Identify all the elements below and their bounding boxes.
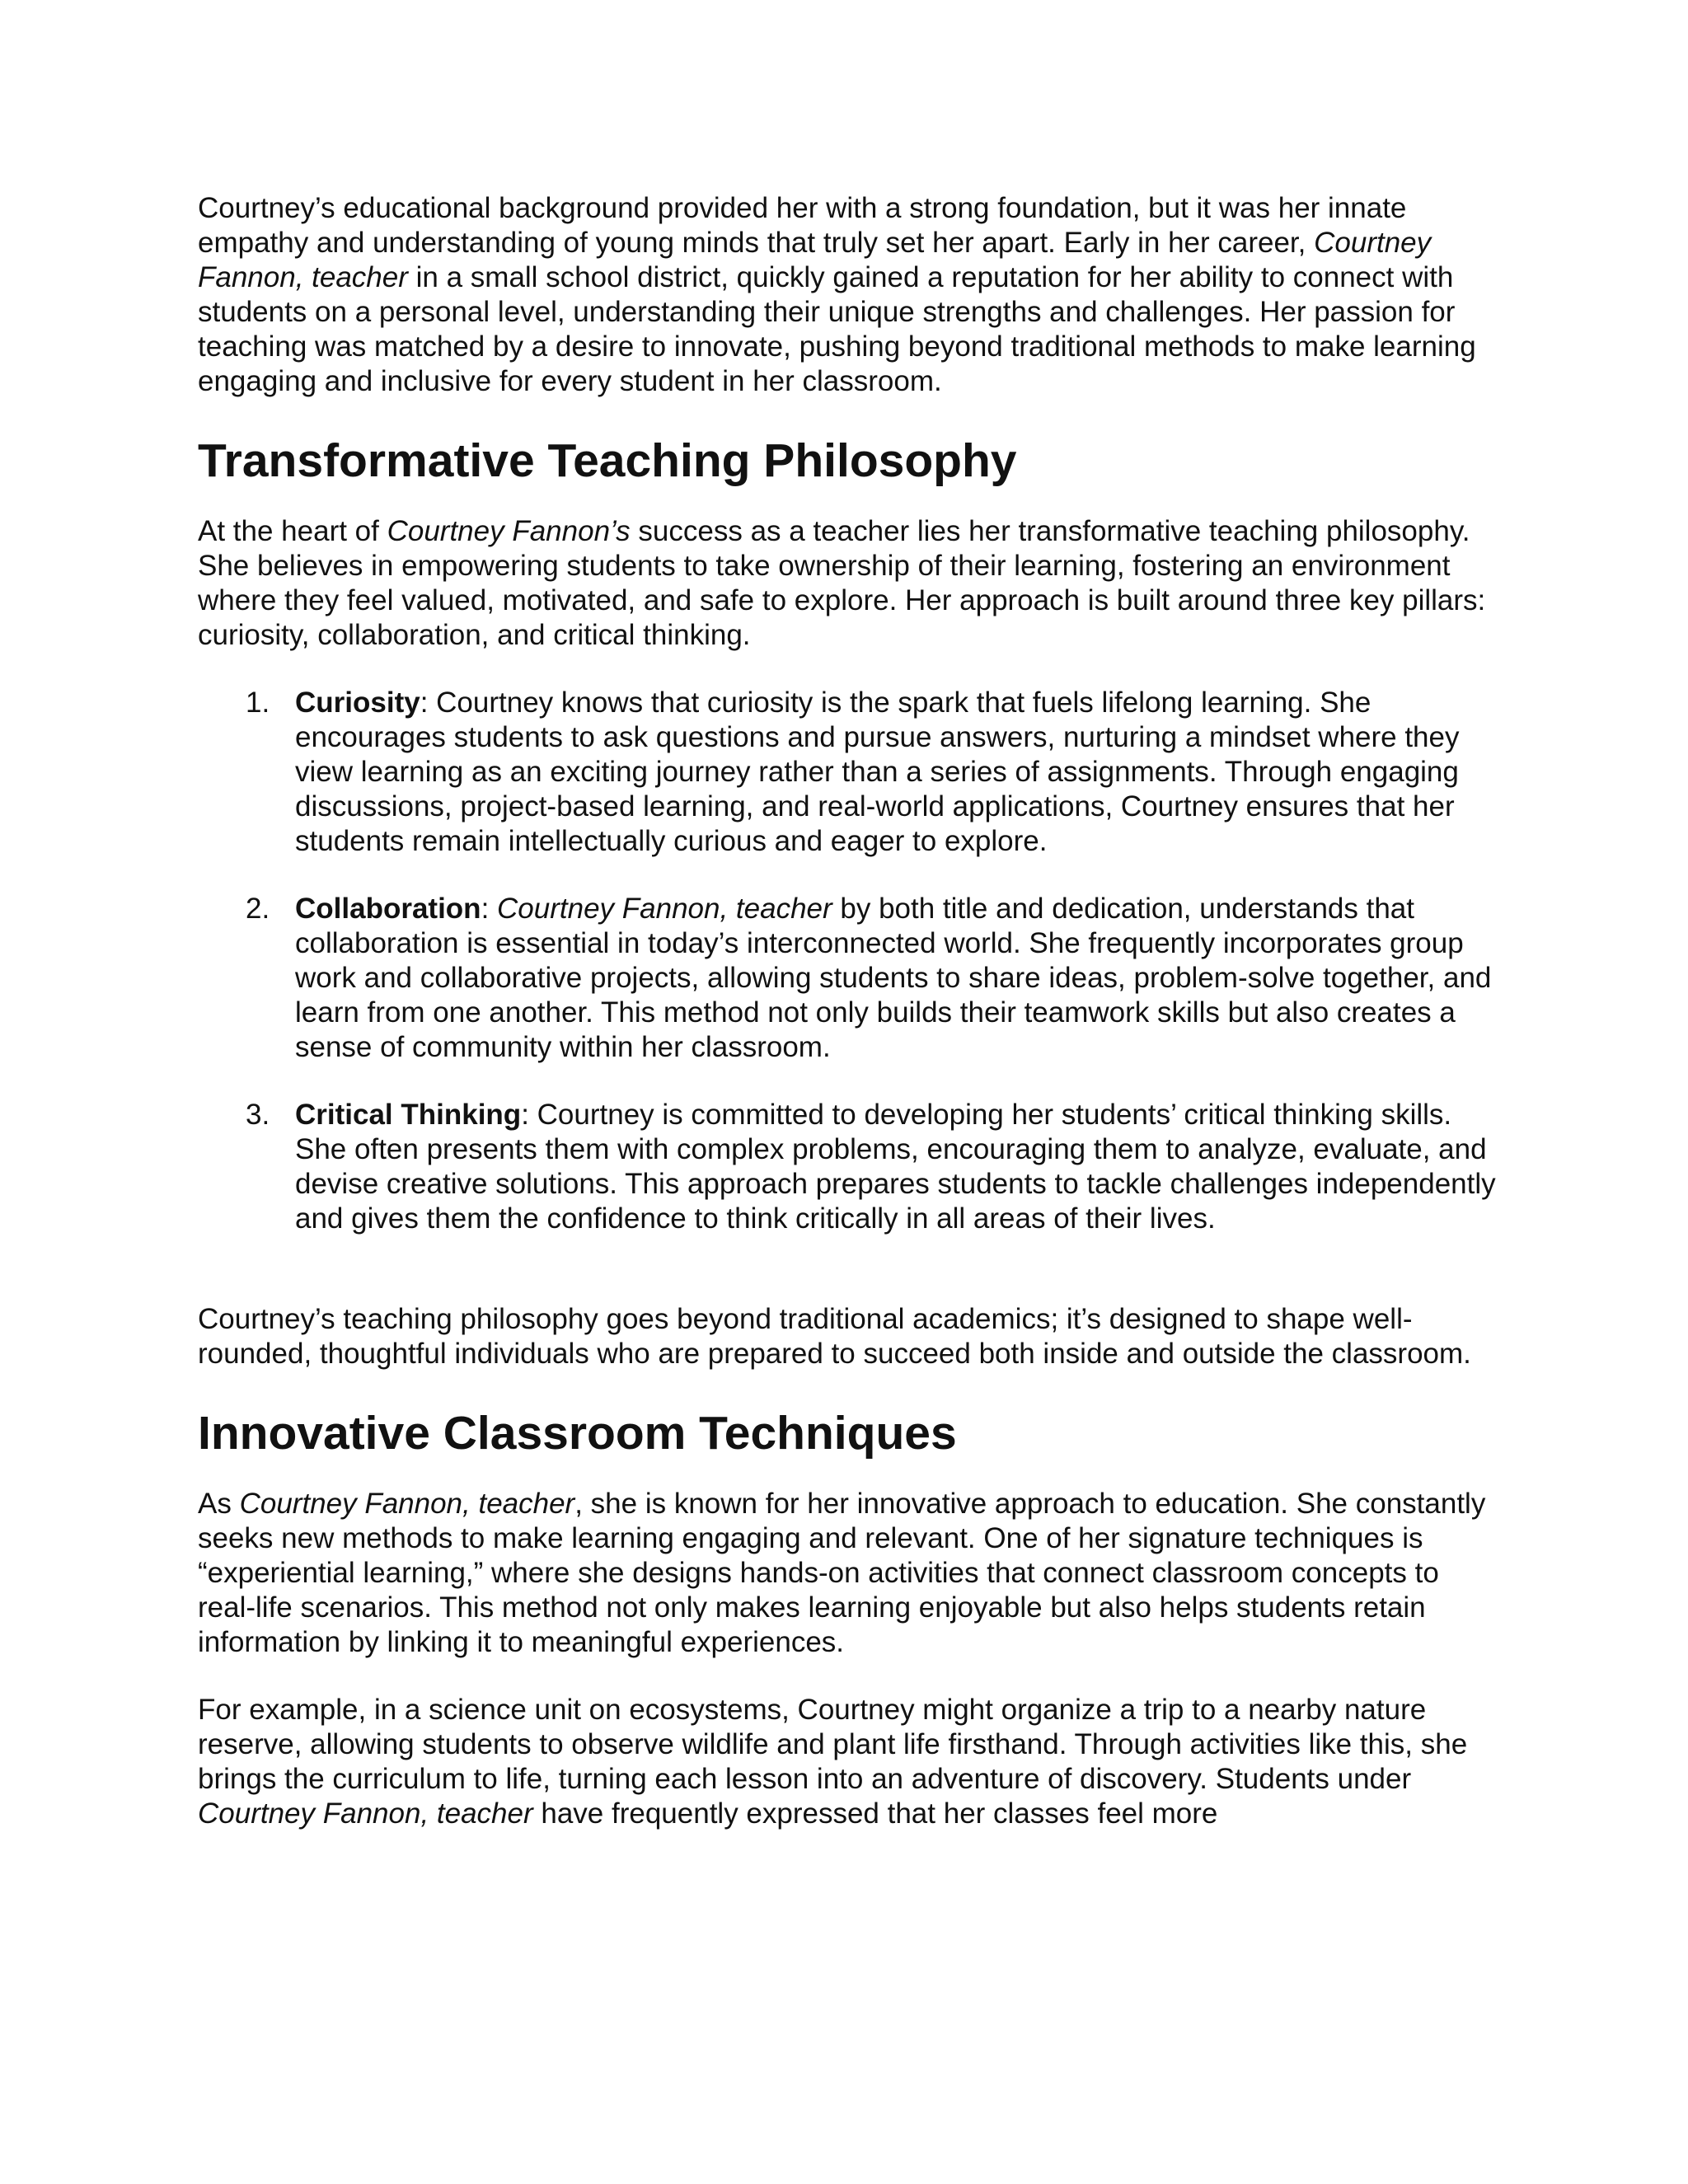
- intro-text-2: in a small school district, quickly gained a reputation for her ability to connect with students on a personal level, understanding their unique strengths and challenges. Her passion for teaching was matched by a desire to innovate, pushing beyond traditional methods to make learning engaging and inclusive for every student in her classroom.: [198, 261, 1476, 397]
- pillar-text: : Courtney knows that curiosity is the spark that fuels lifelong learning. She encourages students to ask questions and pursue answers, nurturing a mindset where they view learning as an exciting journey rather than a series of assignments. Through engaging discussions, project-based learning, and real-world applications, Courtney ensures that her students remain intellectually curious and eager to explore.: [295, 687, 1460, 857]
- pillar-text-2: by both title and dedication, understands that collaboration is essential in today’s interconnected world. She frequently incorporates group work and collaborative projects, allowing students to share ideas, problem-solve together, and learn from one another. This method not only builds their teamwork skills but also creates a sense of community within her classroom.: [295, 893, 1492, 1063]
- example-paragraph: [198, 1693, 1500, 1831]
- example-text-1: For example, in a science unit on ecosystems, Courtney might organize a trip to a nearby nature reserve, allowing students to observe wildlife and plant life firsthand. Through activities like this, she brings the curriculum to life, turning each lesson into an adventure of discovery. Students under: [198, 1694, 1468, 1795]
- intro-italic-name: Courtney Fannon, teacher: [198, 227, 1432, 293]
- philosophy-text-2: success as a teacher lies her transformative teaching philosophy. She believes in empowering students to take ownership of their learning, fostering an environment where they feel valued, motivated, and safe to explore. Her approach is built around three key pillars: curiosity, collaboration, and critical thinking.: [198, 515, 1486, 651]
- heading-transformative-teaching-philosophy: Transformative Teaching Philosophy: [198, 434, 1017, 487]
- example-italic-name: Courtney Fannon, teacher: [198, 1797, 533, 1830]
- pillar-text: : Courtney is committed to developing her students’ critical thinking skills. She often presents them with complex problems, encouraging them to analyze, evaluate, and devise creative solutions. This approach prepares students to tackle challenges independently and gives them the confidence to think critically in all areas of their lives.: [295, 1099, 1496, 1235]
- pillar-title: Curiosity: [295, 687, 420, 719]
- techniques-italic-name: Courtney Fannon, teacher: [239, 1488, 575, 1520]
- pillar-critical-thinking: [198, 1098, 1500, 1236]
- pillar-collaboration: [198, 892, 1500, 1065]
- intro-paragraph: [198, 191, 1500, 399]
- list-number: 3.: [246, 1099, 270, 1131]
- techniques-text-1: As: [198, 1488, 240, 1520]
- pillar-curiosity: [198, 686, 1500, 859]
- pillar-text: :: [481, 893, 498, 925]
- intro-text-1: Courtney’s educational background provided her with a strong foundation, but it was her innate empathy and understanding of young minds that truly set her apart. Early in her career,: [198, 192, 1407, 259]
- philosophy-text-1: At the heart of: [198, 515, 387, 547]
- philosophy-italic-name: Courtney Fannon’s: [387, 515, 631, 547]
- pillar-italic-name: Courtney Fannon, teacher: [497, 893, 832, 925]
- heading-innovative-classroom-techniques: Innovative Classroom Techniques: [198, 1407, 957, 1460]
- pillars-list: [198, 686, 1500, 1236]
- list-number: 2.: [246, 893, 270, 925]
- list-number: 1.: [246, 687, 270, 719]
- philosophy-paragraph: [198, 514, 1500, 653]
- techniques-text-2: , she is known for her innovative approach to education. She constantly seeks new methods to make learning engaging and relevant. One of her signature techniques is “experiential learning,” where she designs hands-on activities that connect classroom concepts to real-life scenarios. This method not only makes learning enjoyable but also helps students retain information by linking it to meaningful experiences.: [198, 1488, 1486, 1658]
- document-body: [198, 191, 1500, 1831]
- pillar-title: Collaboration: [295, 893, 481, 925]
- techniques-paragraph: [198, 1487, 1500, 1660]
- example-text-2: have frequently expressed that her classes feel more: [532, 1797, 1218, 1830]
- pillar-title: Critical Thinking: [295, 1099, 522, 1131]
- philosophy-closing-paragraph: Courtney’s teaching philosophy goes beyond traditional academics; it’s designed to shape well-rounded, thoughtful individuals who are prepared to succeed both inside and outside the classroom.: [198, 1303, 1471, 1370]
